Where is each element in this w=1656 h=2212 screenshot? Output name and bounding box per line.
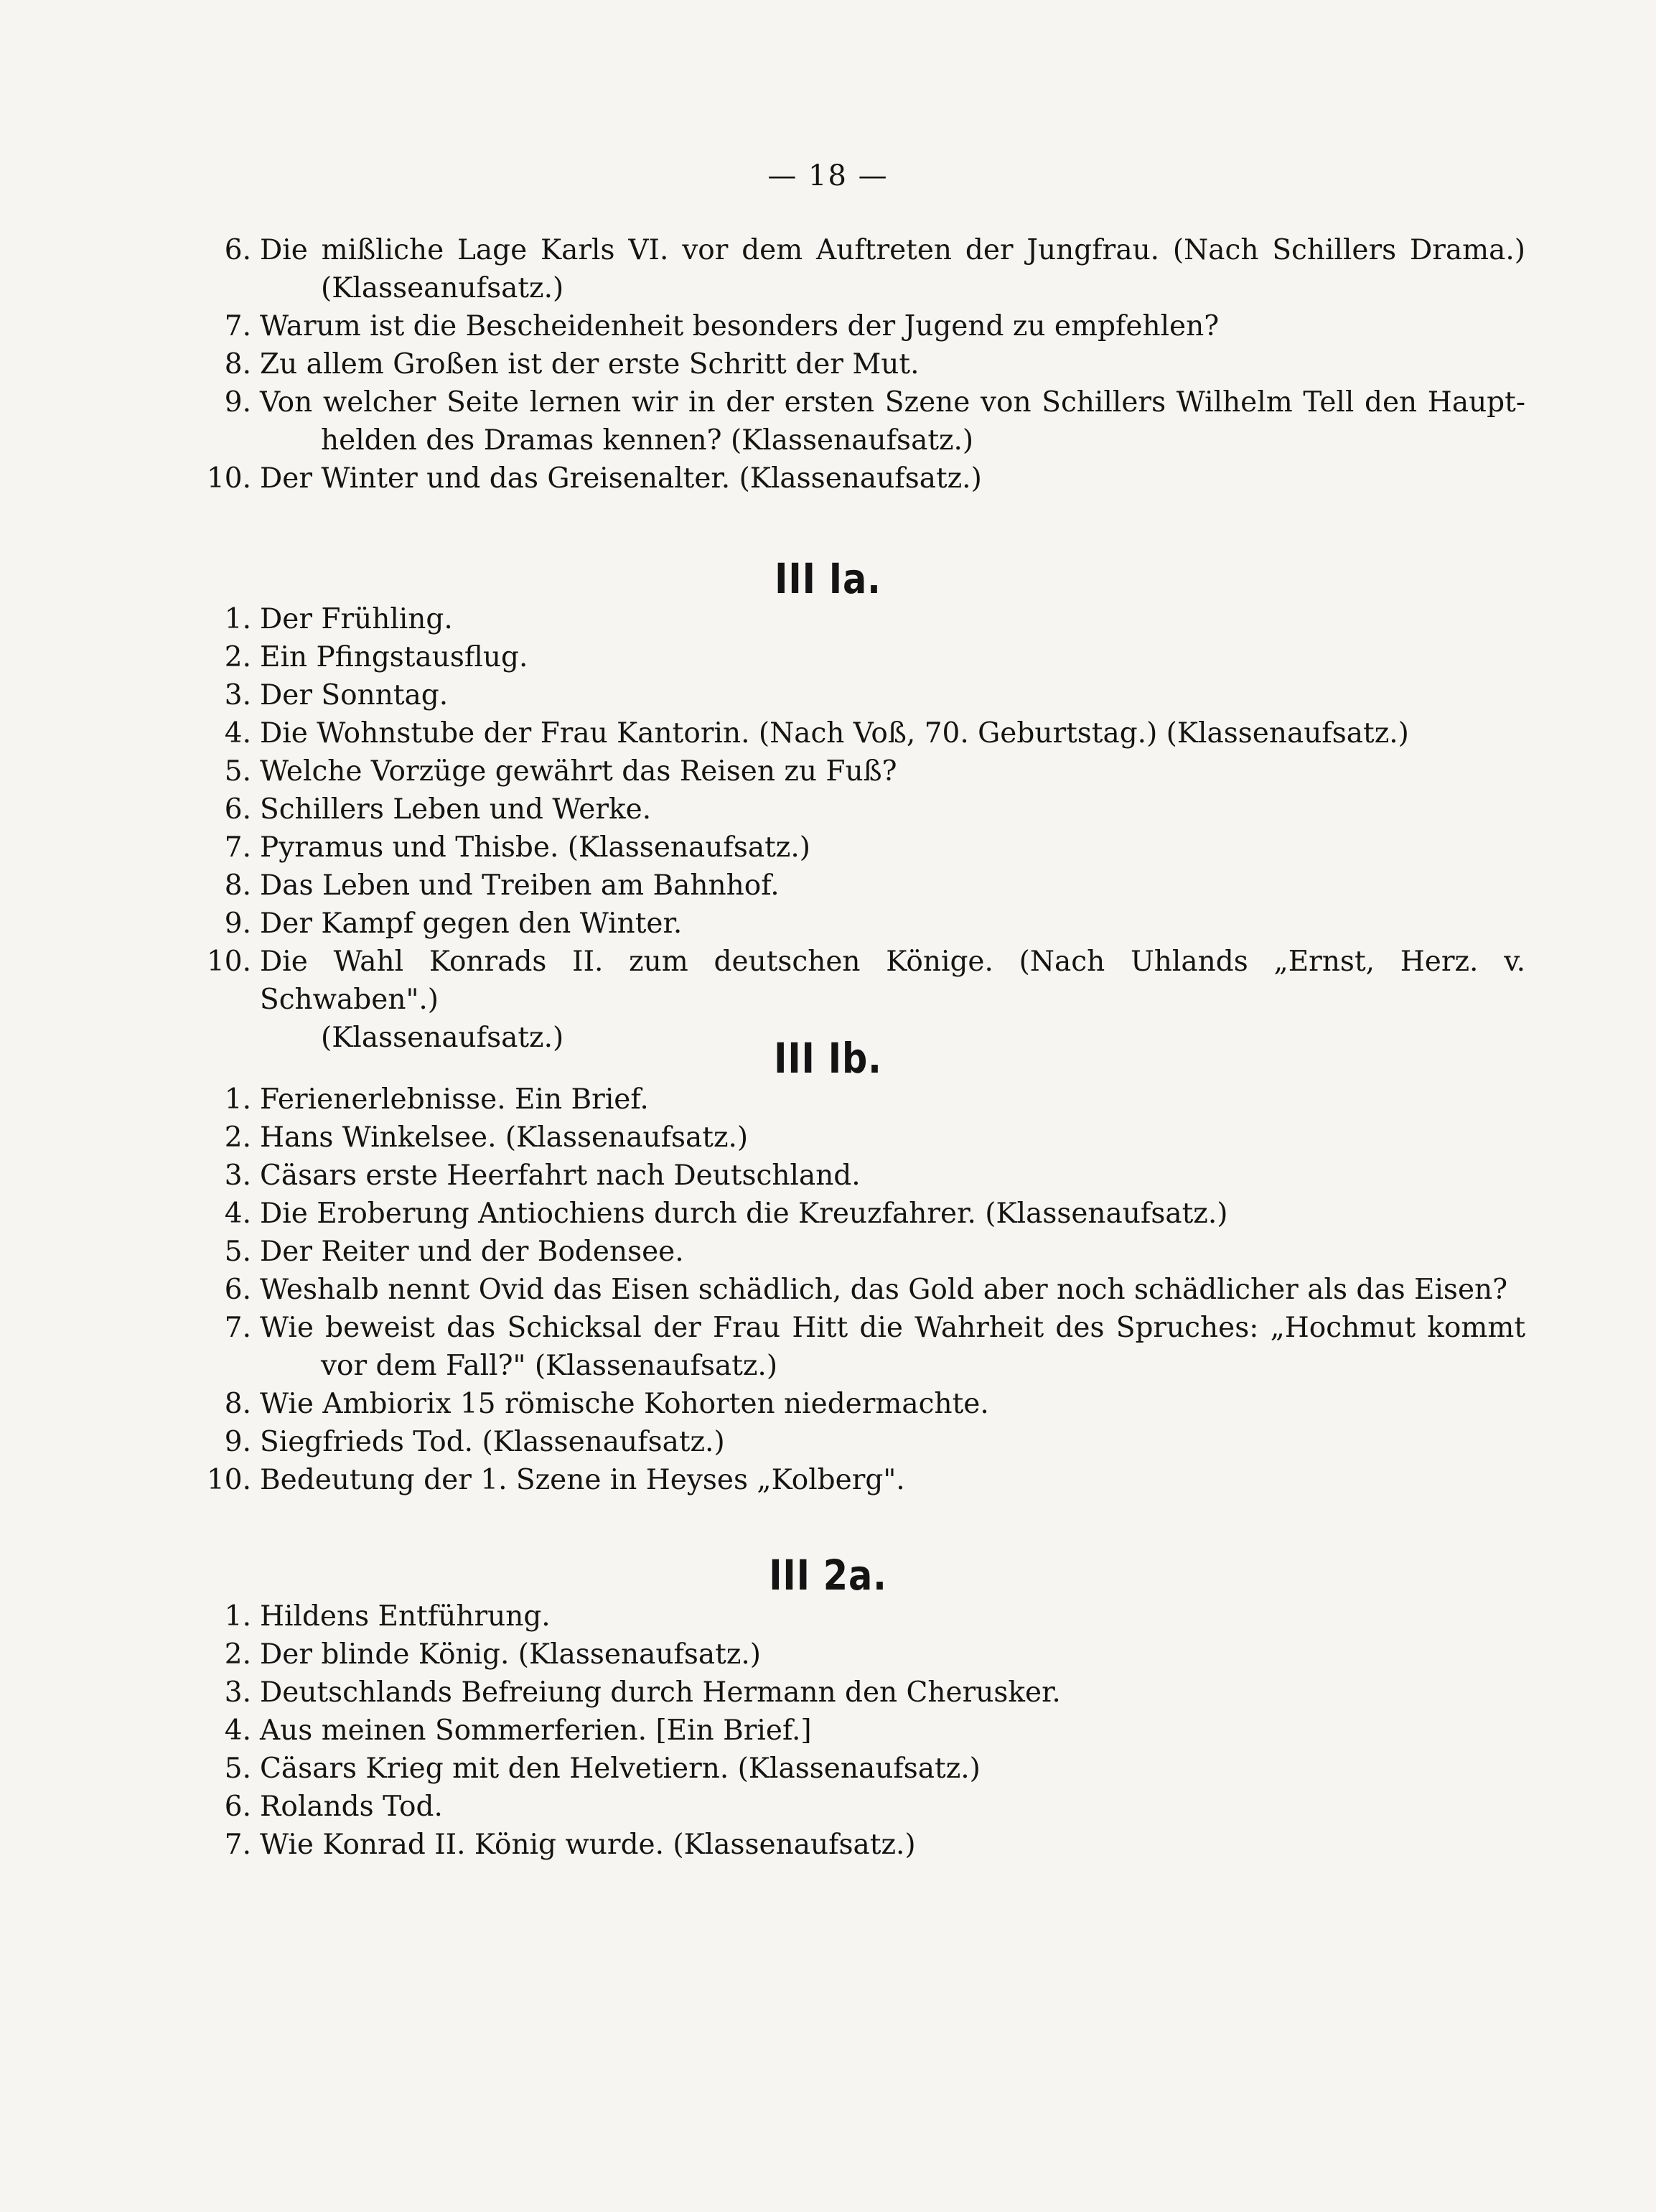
item-text: Wie Ambiorix 15 römische Kohorten niedermachte.: [260, 1388, 989, 1420]
item-text: Von welcher Seite lernen wir in der ersten Szene von Schillers Wilhelm Tell den Haupt-: [260, 386, 1525, 419]
item-text: Pyramus und Thisbe. (Klassenaufsatz.): [260, 831, 810, 864]
list-item: [201, 790, 1525, 829]
item-text: Der Frühling.: [260, 603, 453, 635]
item-text: Wie beweist das Schicksal der Frau Hitt die Wahrheit des Spruches: „Hochmut kommt: [260, 1312, 1525, 1344]
item-number: 5.: [224, 1236, 251, 1268]
item-text: Weshalb nennt Ovid das Eisen schädlich, das Gold aber noch schädlicher als das Eisen?: [260, 1274, 1508, 1306]
item-text: Bedeutung der 1. Szene in Heyses „Kolberg".: [260, 1464, 905, 1496]
item-number: 9.: [224, 907, 251, 940]
item-text: Deutschlands Befreiung durch Hermann den Cherusker.: [260, 1676, 1061, 1709]
item-number: 8.: [224, 1388, 251, 1420]
list-item: [201, 1119, 1525, 1157]
item-text: Hildens Entführung.: [260, 1600, 551, 1633]
item-text: Der Reiter und der Bodensee.: [260, 1236, 684, 1268]
item-text: Rolands Tod.: [260, 1791, 443, 1823]
item-text: Siegfrieds Tod. (Klassenaufsatz.): [260, 1426, 725, 1458]
item-number: 10.: [206, 946, 251, 978]
item-number: 7.: [224, 310, 251, 342]
item-text: Ferienerlebnisse. Ein Brief.: [260, 1083, 649, 1116]
list-item: [201, 383, 1525, 459]
item-text: Die Eroberung Antiochiens durch die Kreuzfahrer. (Klassenaufsatz.): [260, 1198, 1228, 1230]
list-item: [201, 1674, 1525, 1712]
essay-list-iii-ia: [201, 600, 1525, 1057]
list-item: [201, 1750, 1525, 1788]
list-item: [201, 231, 1525, 307]
list-item: [201, 752, 1525, 790]
list-item: [201, 1385, 1525, 1423]
list-item: [201, 676, 1525, 714]
essay-list-continued: [201, 231, 1525, 498]
item-text: Der blinde König. (Klassenaufsatz.): [260, 1638, 761, 1671]
item-text: Cäsars Krieg mit den Helvetiern. (Klassenaufsatz.): [260, 1753, 981, 1785]
item-number: 7.: [224, 831, 251, 864]
item-number: 5.: [224, 755, 251, 788]
list-item: [201, 1826, 1525, 1864]
item-number: 4.: [224, 1198, 251, 1230]
item-number: 1.: [224, 603, 251, 635]
item-number: 6.: [224, 234, 251, 266]
item-text: Wie Konrad II. König wurde. (Klassenaufsatz.): [260, 1829, 916, 1861]
list-item: [201, 307, 1525, 345]
item-number: 4.: [224, 1714, 251, 1747]
item-text: Die mißliche Lage Karls VI. vor dem Auftreten der Jungfrau. (Nach Schillers Drama.): [260, 234, 1525, 266]
essay-list-iii-ib: [201, 1081, 1525, 1499]
list-item: [201, 1081, 1525, 1119]
item-number: 4.: [224, 717, 251, 750]
item-number: 5.: [224, 1753, 251, 1785]
item-number: 6.: [224, 793, 251, 826]
item-text: Welche Vorzüge gewährt das Reisen zu Fuß?: [260, 755, 897, 788]
list-item: [201, 1157, 1525, 1195]
item-number: 3.: [224, 679, 251, 711]
item-text: Warum ist die Bescheidenheit besonders der Jugend zu empfehlen?: [260, 310, 1220, 342]
list-item: [201, 1635, 1525, 1674]
item-text-continued: vor dem Fall?" (Klassenaufsatz.): [321, 1350, 778, 1382]
item-number: 6.: [224, 1791, 251, 1823]
item-text: Die Wohnstube der Frau Kantorin. (Nach Voß, 70. Geburtstag.) (Klassenaufsatz.): [260, 717, 1409, 750]
item-number: 7.: [224, 1829, 251, 1861]
item-number: 2.: [224, 1121, 251, 1154]
item-number: 1.: [224, 1600, 251, 1633]
item-number: 1.: [224, 1083, 251, 1116]
list-item: [201, 600, 1525, 638]
list-item: [201, 1423, 1525, 1461]
section-heading-iii-2a: III 2a.: [769, 1551, 887, 1600]
item-text: Ein Pfingstausflug.: [260, 641, 528, 673]
item-number: 2.: [224, 641, 251, 673]
list-item: [201, 1233, 1525, 1271]
item-number: 8.: [224, 869, 251, 902]
list-item: [201, 1461, 1525, 1499]
list-item: [201, 1788, 1525, 1826]
item-number: 3.: [224, 1159, 251, 1192]
item-number: 6.: [224, 1274, 251, 1306]
item-number: 10.: [206, 462, 251, 495]
item-text-continued: helden des Dramas kennen? (Klassenaufsatz.): [321, 424, 974, 457]
item-text-continued: (Klasseanufsatz.): [321, 272, 564, 304]
item-number: 8.: [224, 348, 251, 381]
item-number: 2.: [224, 1638, 251, 1671]
section-heading-iii-ia: III Ia.: [775, 554, 881, 603]
item-text: Cäsars erste Heerfahrt nach Deutschland.: [260, 1159, 861, 1192]
essay-list-iii-2a: [201, 1597, 1525, 1864]
list-item: [201, 829, 1525, 867]
item-number: 9.: [224, 1426, 251, 1458]
item-number: 9.: [224, 386, 251, 419]
item-text: Der Kampf gegen den Winter.: [260, 907, 683, 940]
item-number: 7.: [224, 1312, 251, 1344]
list-item: [201, 1597, 1525, 1635]
item-text: Der Winter und das Greisenalter. (Klassenaufsatz.): [260, 462, 982, 495]
list-item: [201, 867, 1525, 905]
item-text: Zu allem Großen ist der erste Schritt der Mut.: [260, 348, 920, 381]
list-item: [201, 1712, 1525, 1750]
item-text-continued: (Klassenaufsatz.): [321, 1022, 564, 1054]
item-text: Das Leben und Treiben am Bahnhof.: [260, 869, 780, 902]
list-item: [201, 345, 1525, 383]
list-item: [201, 638, 1525, 676]
list-item: [201, 905, 1525, 943]
section-heading-iii-ib: III Ib.: [774, 1034, 882, 1083]
list-item: [201, 714, 1525, 752]
item-number: 3.: [224, 1676, 251, 1709]
list-item: [201, 459, 1525, 498]
item-text: Aus meinen Sommerferien. [Ein Brief.]: [260, 1714, 812, 1747]
list-item: [201, 1195, 1525, 1233]
item-number: 10.: [206, 1464, 251, 1496]
item-text: Hans Winkelsee. (Klassenaufsatz.): [260, 1121, 749, 1154]
item-text: Schillers Leben und Werke.: [260, 793, 652, 826]
list-item: [201, 1271, 1525, 1309]
list-item: [201, 1309, 1525, 1385]
item-text: Der Sonntag.: [260, 679, 449, 711]
page-number: — 18 —: [767, 159, 889, 192]
item-text: Die Wahl Konrads II. zum deutschen Könige. (Nach Uhlands „Ernst, Herz. v. Schwaben".): [260, 946, 1525, 1016]
